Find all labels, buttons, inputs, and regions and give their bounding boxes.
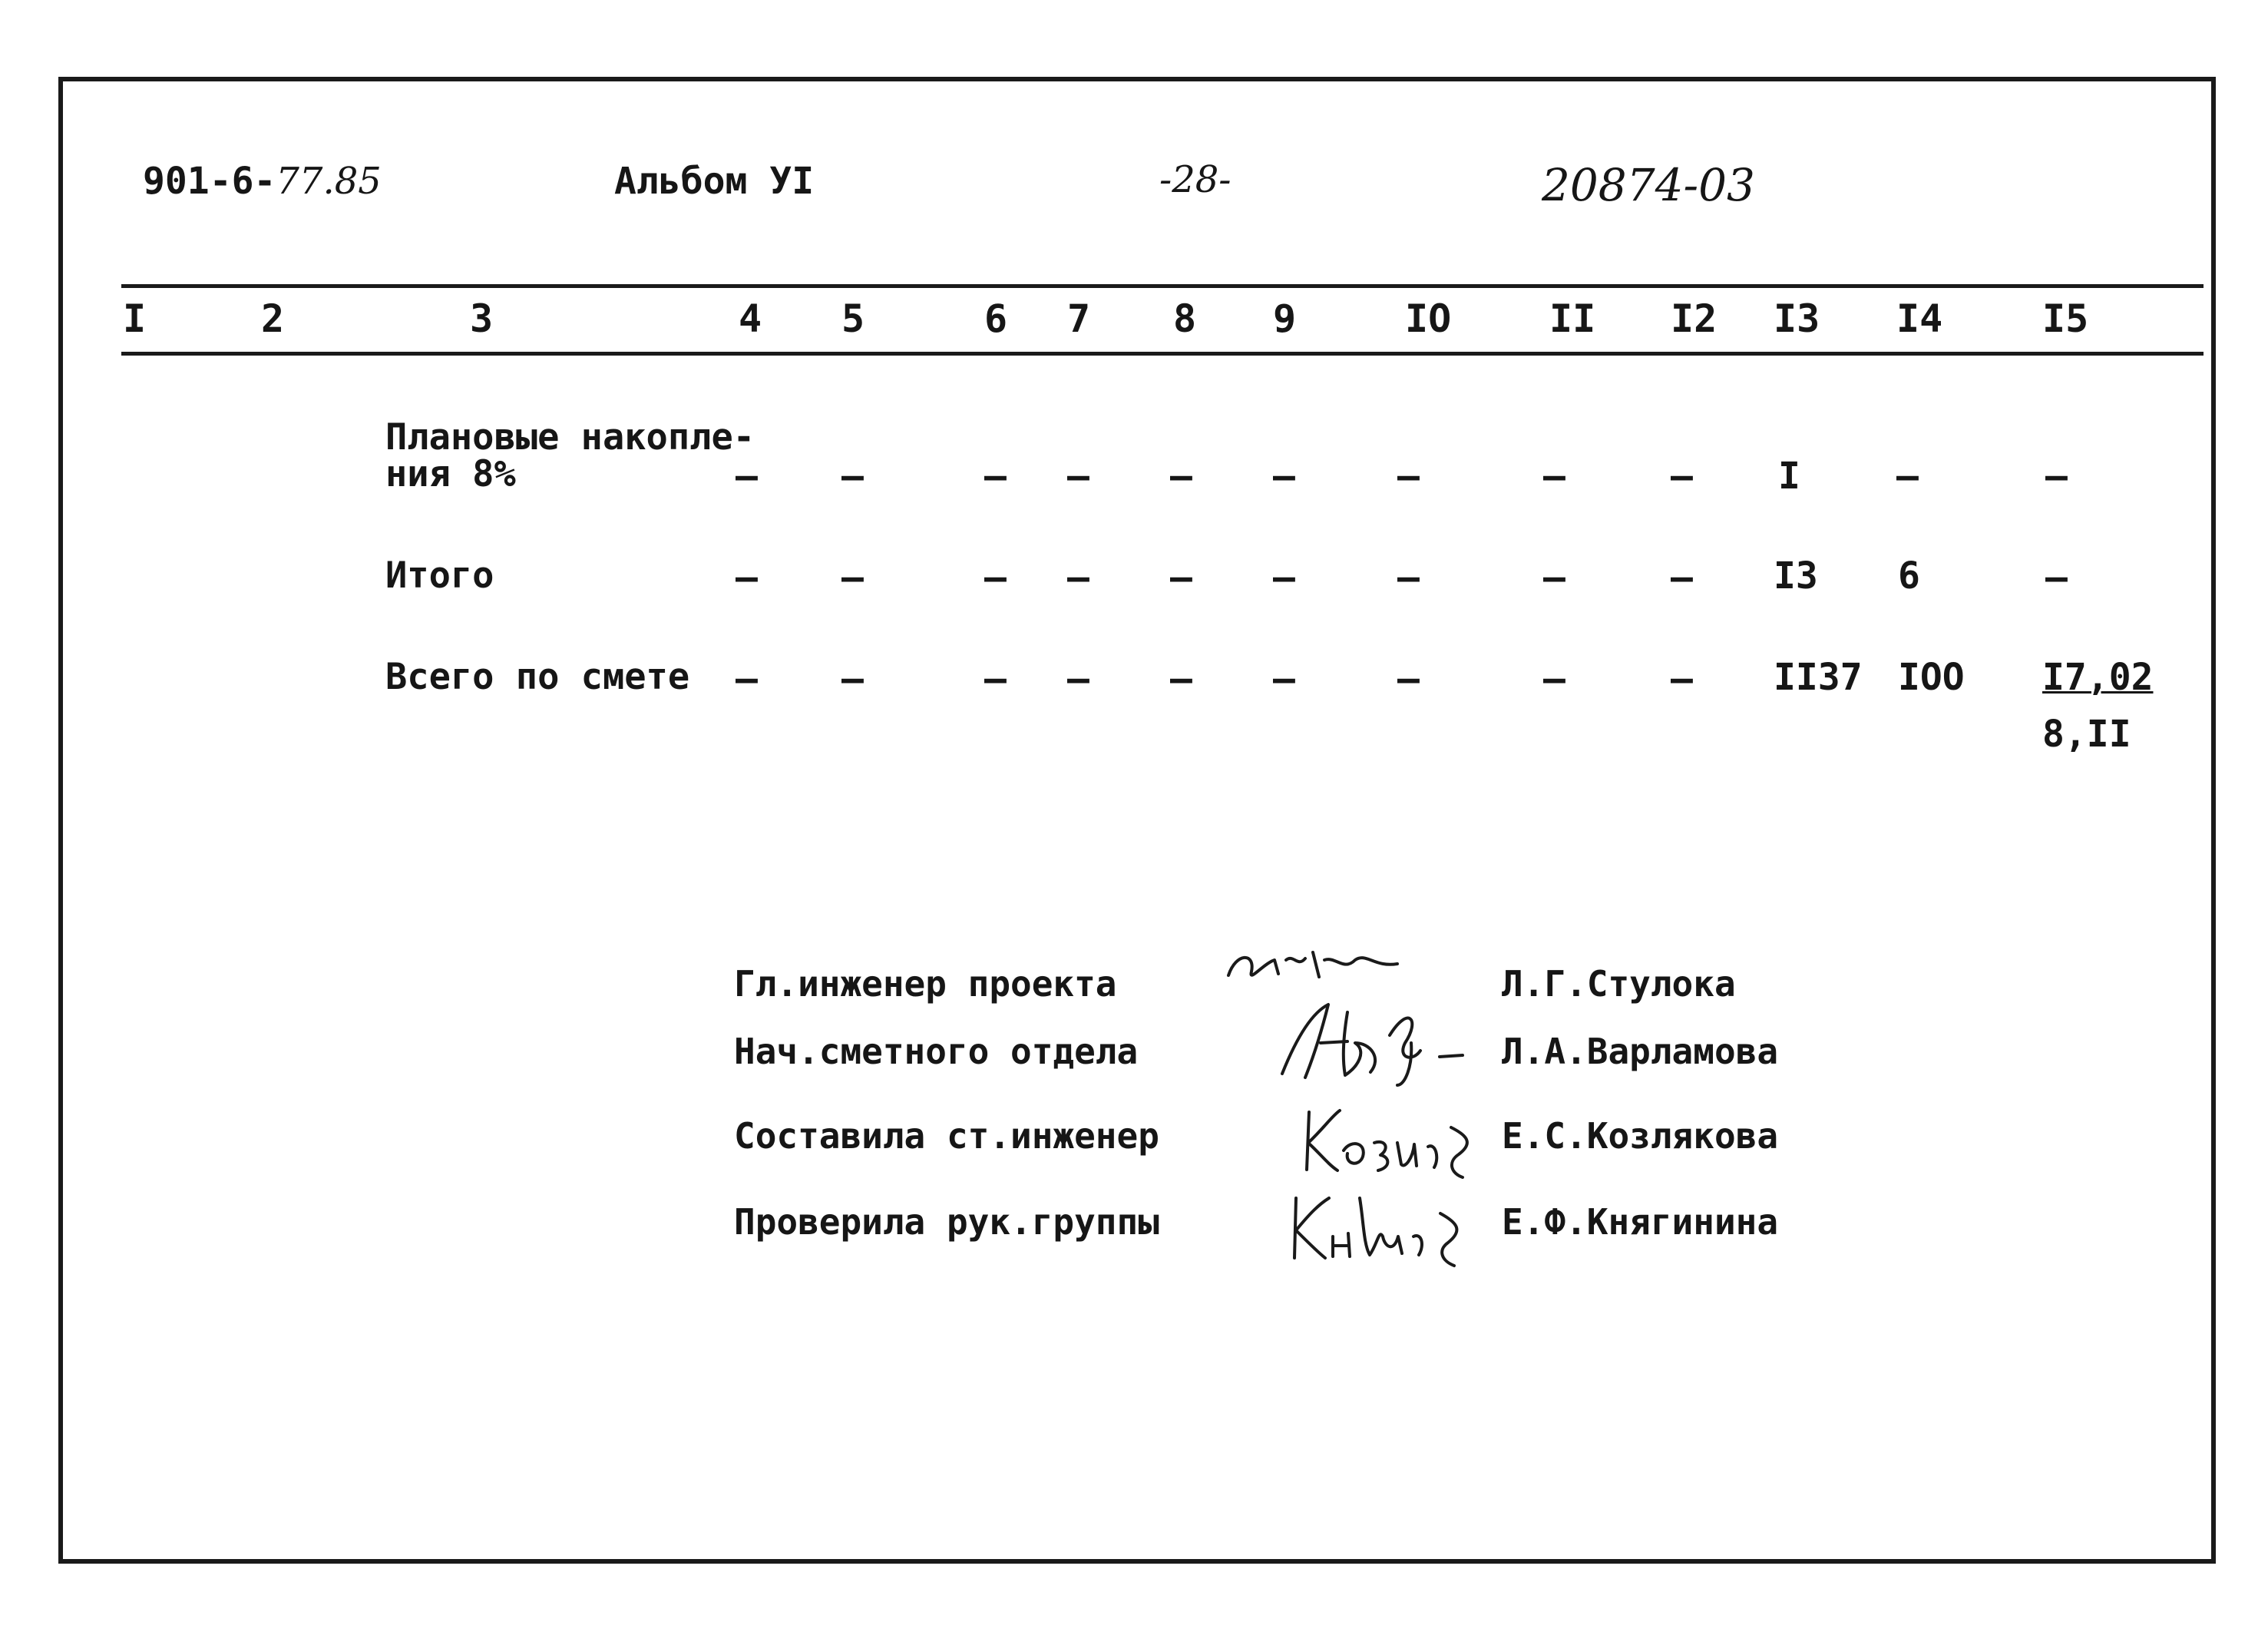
signature-scribble: [1275, 989, 1489, 1089]
table-rule-top: [121, 284, 2204, 288]
col-number: 7: [1067, 296, 1091, 341]
row-label: Всего по смете: [385, 656, 690, 698]
cell: –: [1543, 455, 1565, 498]
cell: –: [2045, 455, 2068, 498]
cell: –: [736, 657, 758, 700]
cell: –: [984, 556, 1007, 599]
signer-name: Л.А.Варламова: [1502, 1031, 1779, 1072]
cell: –: [1671, 556, 1693, 599]
table-rule-bottom: [121, 352, 2204, 356]
cell: –: [984, 455, 1007, 498]
col-number: 5: [841, 296, 865, 341]
cell: –: [1397, 455, 1420, 498]
cell: I3: [1774, 554, 1818, 598]
cell: –: [841, 556, 864, 599]
cell: II37: [1774, 656, 1863, 699]
cell: IOO: [1898, 656, 1965, 699]
signer-role: Проверила рук.группы: [734, 1201, 1159, 1243]
signer-role: Гл.инженер проекта: [734, 963, 1117, 1005]
cell-fraction-bottom: 8,II: [2042, 713, 2131, 756]
col-number: II: [1549, 296, 1596, 341]
cell: 6: [1898, 554, 1920, 598]
series-code: [143, 160, 382, 203]
cell: –: [1671, 657, 1693, 700]
cell: –: [1273, 455, 1295, 498]
col-number: I5: [2042, 296, 2089, 341]
row-label-cont: ния 8%: [385, 453, 516, 495]
album-label: Альбом УI: [614, 160, 815, 203]
signer-name: Е.Ф.Княгинина: [1502, 1201, 1779, 1243]
col-number: I2: [1671, 296, 1718, 341]
col-number: 9: [1273, 296, 1297, 341]
cell: –: [1067, 455, 1089, 498]
col-number: I: [123, 296, 147, 341]
cell: –: [736, 556, 758, 599]
series-code-handwritten: 77.85: [276, 160, 382, 203]
signer-role: Составила ст.инженер: [734, 1115, 1159, 1157]
series-code-printed: 901-6-: [143, 160, 276, 203]
col-number: I3: [1774, 296, 1820, 341]
cell: –: [1273, 657, 1295, 700]
signature-scribble: [1298, 1097, 1497, 1181]
cell: I: [1778, 455, 1800, 498]
col-number: I4: [1896, 296, 1943, 341]
cell-fraction-top: I7,02: [2042, 656, 2154, 699]
row-label: Итого: [385, 554, 494, 597]
col-number: 4: [739, 296, 762, 341]
col-number: 2: [261, 296, 285, 341]
cell: –: [1543, 657, 1565, 700]
col-number: 8: [1173, 296, 1197, 341]
row-label: Плановые накопле-: [385, 416, 755, 458]
cell: –: [841, 455, 864, 498]
signer-name: Е.С.Козлякова: [1502, 1115, 1779, 1157]
page-frame: [58, 77, 2216, 1564]
cell: –: [1896, 455, 1919, 498]
col-number: 6: [984, 296, 1008, 341]
cell: –: [1067, 657, 1089, 700]
page-number: -28-: [1159, 158, 1232, 201]
cell: –: [1543, 556, 1565, 599]
cell: –: [1170, 455, 1192, 498]
cell: –: [1397, 657, 1420, 700]
cell: –: [1671, 455, 1693, 498]
signature-scribble: [1287, 1183, 1486, 1267]
col-number: IO: [1405, 296, 1452, 341]
cell: –: [736, 455, 758, 498]
cell: –: [841, 657, 864, 700]
cell: –: [1170, 556, 1192, 599]
signer-name: Л.Г.Стулока: [1502, 963, 1736, 1005]
cell: –: [1397, 556, 1420, 599]
cell: –: [984, 657, 1007, 700]
cell: –: [1273, 556, 1295, 599]
cell: –: [1067, 556, 1089, 599]
cell: –: [1170, 657, 1192, 700]
cell: –: [2045, 556, 2068, 599]
inventory-number: 20874-03: [1542, 159, 1755, 211]
signer-role: Нач.сметного отдела: [734, 1031, 1139, 1072]
col-number: 3: [470, 296, 494, 341]
